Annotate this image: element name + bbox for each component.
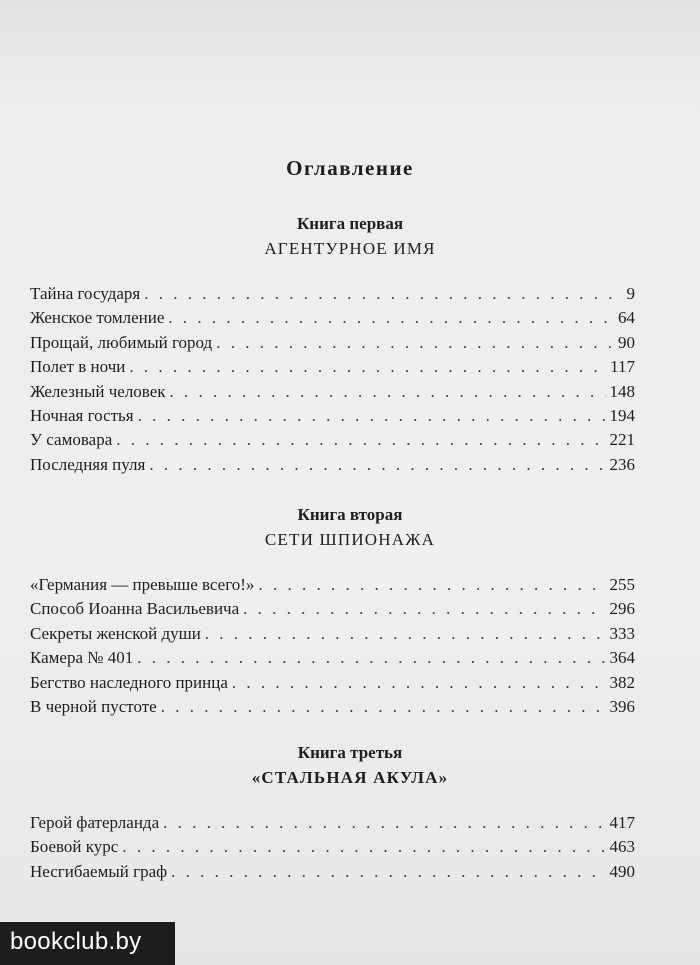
leader-dots	[149, 453, 605, 477]
entry-page: 148	[609, 381, 635, 401]
entry-page: 333	[609, 623, 635, 643]
entry-page: 490	[609, 861, 635, 881]
leader-dots	[144, 282, 622, 306]
entry-title: Полет в ночи	[30, 357, 126, 377]
entry-title: Секреты женской души	[30, 623, 201, 643]
entry-title: Несгибаемый граф	[30, 861, 168, 881]
leader-dots	[216, 331, 614, 355]
toc-entry	[30, 597, 635, 621]
leader-dots	[232, 671, 606, 695]
entry-title: Последняя пуля	[30, 454, 146, 474]
toc-entry	[30, 282, 635, 306]
book-label: Книга первая	[296, 214, 404, 233]
leader-dots	[137, 646, 605, 670]
entry-page: 194	[609, 405, 635, 425]
entry-page: 90	[618, 332, 635, 352]
book-section-1	[30, 212, 670, 477]
entry-title: Тайна государя	[30, 284, 141, 303]
toc-entry	[30, 860, 635, 884]
entry-page: 417	[609, 813, 635, 832]
toc-entries	[30, 282, 635, 477]
entry-page: 382	[609, 672, 635, 692]
entry-page: 221	[609, 430, 635, 450]
leader-dots	[138, 404, 606, 428]
leader-dots	[168, 306, 614, 330]
entry-page: 117	[610, 357, 635, 377]
toc-entry	[30, 573, 635, 597]
entry-page: 463	[609, 837, 635, 857]
entry-title: Боевой курс	[30, 837, 119, 857]
leader-dots	[170, 380, 606, 404]
entry-title: Камера № 401	[30, 648, 134, 668]
entry-title: Прощай, любимый город	[30, 332, 213, 352]
toc-entry	[30, 404, 635, 428]
toc-entry	[30, 695, 635, 719]
entry-title: «Германия — превыше всего!»	[30, 575, 255, 594]
entry-page: 255	[609, 575, 635, 594]
leader-dots	[161, 695, 606, 719]
leader-dots	[243, 597, 605, 621]
toc-entry	[30, 331, 635, 355]
entry-page: 296	[609, 599, 635, 619]
entry-title: Ночная гостья	[30, 405, 134, 425]
leader-dots	[116, 428, 605, 452]
book-section-2	[30, 503, 670, 719]
leader-dots	[122, 835, 605, 859]
entry-title: У самовара	[30, 430, 113, 450]
book-name: «СТАЛЬНАЯ АКУЛА»	[251, 768, 449, 787]
entry-title: Бегство наследного принца	[30, 672, 228, 692]
toc-entry	[30, 453, 635, 477]
entry-title: Способ Иоанна Васильевича	[30, 599, 240, 619]
book-label: Книга вторая	[297, 505, 403, 524]
leader-dots	[258, 573, 605, 597]
toc-entry	[30, 835, 635, 859]
entry-title: Герой фатерланда	[30, 813, 160, 832]
site-watermark: bookclub.by	[0, 922, 175, 965]
entry-page: 9	[626, 284, 635, 303]
entry-page: 396	[609, 696, 635, 716]
entry-page: 64	[618, 308, 635, 328]
entry-title: В черной пустоте	[30, 696, 157, 716]
leader-dots	[171, 860, 605, 884]
entry-title: Женское томление	[30, 308, 165, 328]
entry-page: 364	[609, 648, 635, 668]
book-label: Книга третья	[297, 743, 403, 762]
leader-dots	[163, 811, 605, 835]
toc-entries	[30, 811, 635, 884]
toc-entry	[30, 622, 635, 646]
toc-entry	[30, 428, 635, 452]
toc-title: Оглавление	[286, 156, 414, 180]
toc-entry	[30, 811, 635, 835]
book-section-3	[30, 741, 670, 884]
toc-entry	[30, 380, 635, 404]
toc-entry	[30, 646, 635, 670]
book-name: АГЕНТУРНОЕ ИМЯ	[264, 239, 436, 258]
toc-entry	[30, 355, 635, 379]
entry-title: Железный человек	[30, 381, 166, 401]
toc-entry	[30, 671, 635, 695]
leader-dots	[129, 355, 606, 379]
toc-entries	[30, 573, 635, 719]
book-name: СЕТИ ШПИОНАЖА	[264, 530, 436, 549]
entry-page: 236	[609, 454, 635, 474]
leader-dots	[205, 622, 606, 646]
toc-entry	[30, 306, 635, 330]
